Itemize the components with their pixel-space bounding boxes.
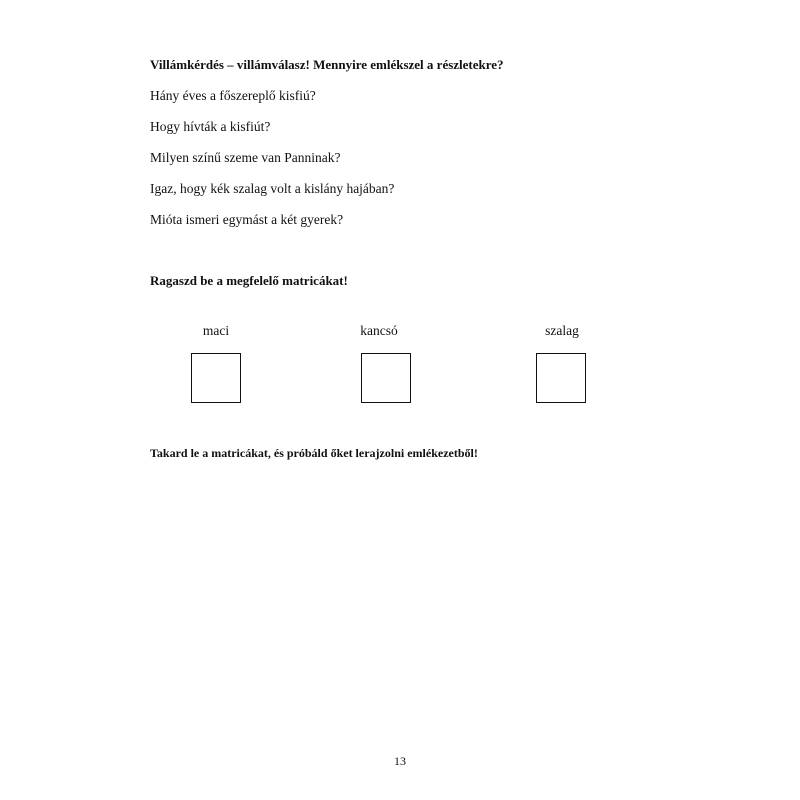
quiz-title: Villámkérdés – villámválasz! Mennyire emlékszel a részletekre? [150,57,504,72]
sticker-box-szalag[interactable] [536,353,586,403]
question-3: Milyen színű szeme van Panninak? [150,150,341,165]
page-number: 13 [394,754,406,768]
question-4: Igaz, hogy kék szalag volt a kislány hajában? [150,181,395,196]
sticker-box-kancso[interactable] [361,353,411,403]
memory-instruction: Takard le a matricákat, és próbáld őket lerajzolni emlékezetből! [150,446,478,460]
sticker-label-kancso: kancsó [360,323,398,338]
sticker-instruction: Ragaszd be a megfelelő matricákat! [150,273,348,288]
sticker-label-szalag: szalag [545,323,579,338]
sticker-label-maci: maci [202,323,230,338]
question-5: Mióta ismeri egymást a két gyerek? [150,212,344,227]
question-2: Hogy hívták a kisfiút? [150,119,271,134]
question-1: Hány éves a főszereplő kisfiú? [150,88,316,103]
sticker-box-maci[interactable] [191,353,241,403]
